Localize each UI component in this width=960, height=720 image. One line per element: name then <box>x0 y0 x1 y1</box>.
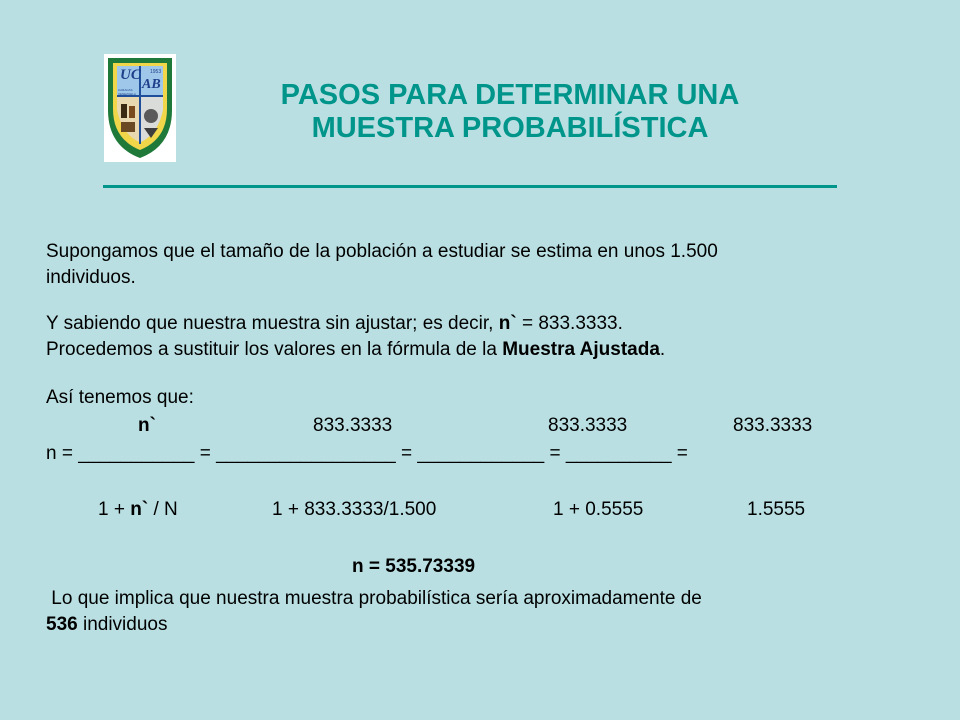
paragraph-population <box>46 239 896 291</box>
formula-denominator-1 <box>98 499 178 521</box>
university-logo <box>104 54 176 162</box>
n-prime-symbol: n` <box>498 313 517 334</box>
logo-letters-top: UC <box>120 67 141 83</box>
formula-fraction-line: n = ___________ = _________________ = ____________ = __________ = <box>46 443 688 464</box>
denominator-1-n-prime: n` <box>130 499 149 520</box>
paragraph-population-line-1: Supongamos que el tamaño de la población a estudiar se estima en unos 1.500 <box>46 241 718 262</box>
slide-title-line-1: PASOS PARA DETERMINAR UNA <box>280 79 740 111</box>
title-divider <box>103 185 837 188</box>
conclusion <box>46 586 896 638</box>
paragraph-procedure-end: . <box>659 339 666 360</box>
formula-numerator-3: 833.3333 <box>548 415 628 436</box>
logo-caption: CARACAS VENEZUELA <box>118 88 136 96</box>
slide-title <box>180 79 840 145</box>
intro-line: Así tenemos que: <box>46 387 194 408</box>
denominator-1-prefix: 1 + <box>98 499 131 520</box>
formula-result: n = 535.73339 <box>352 556 476 577</box>
denominator-1-suffix: / N <box>148 499 178 520</box>
formula-numerator-4: 833.3333 <box>733 415 813 436</box>
paragraph-sample-line-1 <box>46 311 896 337</box>
paragraph-population-line-2: individuos. <box>46 267 136 288</box>
paragraph-sample-value: = 833.3333. <box>516 313 623 334</box>
conclusion-unit: individuos <box>77 614 168 635</box>
formula-numerator-2: 833.3333 <box>313 415 393 436</box>
formula-numerator-1: n` <box>138 415 156 436</box>
paragraph-procedure-text: Procedemos a sustituir los valores en la fórmula de la <box>46 339 503 360</box>
paragraph-sample <box>46 311 896 363</box>
formula-denominator-3: 1 + 0.5555 <box>553 499 644 520</box>
conclusion-line-2 <box>46 612 896 638</box>
paragraph-sample-line-2 <box>46 337 896 363</box>
conclusion-line-1: Lo que implica que nuestra muestra probabilística sería aproximadamente de <box>46 588 702 609</box>
formula-denominator-2: 1 + 833.3333/1.500 <box>272 499 437 520</box>
paragraph-sample-text: Y sabiendo que nuestra muestra sin ajustar; es decir, <box>46 313 499 334</box>
slide-title-line-2: MUESTRA PROBABILÍSTICA <box>311 112 709 144</box>
formula-denominator-4: 1.5555 <box>747 499 806 520</box>
conclusion-sample-size: 536 <box>46 614 78 635</box>
logo-year: 1953 <box>150 69 162 75</box>
adjusted-sample-term: Muestra Ajustada <box>502 339 660 360</box>
logo-letters-right: AB <box>142 77 161 92</box>
